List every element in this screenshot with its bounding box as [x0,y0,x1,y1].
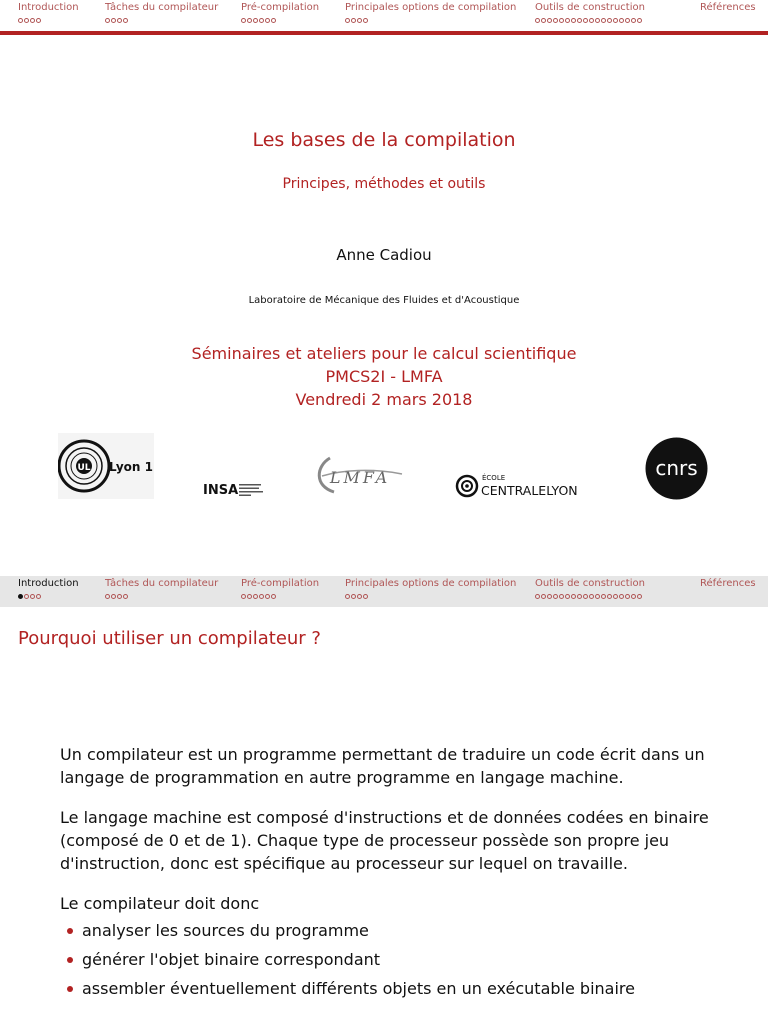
nav-section-label: Outils de construction [535,578,645,589]
slide-dot[interactable] [271,594,276,599]
nav-section-label: Introduction [18,2,79,13]
nav-section-label: Outils de construction [535,2,645,13]
cnrs-logo-text: cnrs [655,456,698,480]
slide-dot[interactable] [601,594,606,599]
slide-dot-current[interactable] [18,594,23,599]
nav-section-dots[interactable] [18,16,79,26]
nav-section-taches[interactable] [105,578,218,602]
slide-dot[interactable] [577,18,582,23]
list-lead: Le compilateur doit donc [60,894,260,913]
slide-dot[interactable] [571,594,576,599]
bullet-list [60,919,720,1000]
institute-name: Laboratoire de Mécanique des Fluides et d'Acoustique [248,295,520,306]
slide-dot[interactable] [253,594,258,599]
slide-dot[interactable] [345,18,350,23]
frame-title: Pourquoi utiliser un compilateur ? [18,628,321,649]
slide-dot[interactable] [265,18,270,23]
slide-dot[interactable] [577,594,582,599]
slide-dot[interactable] [637,594,642,599]
paragraph-machine-language: Le langage machine est composé d'instructions et de données codées en binaire (composé de 0 et de 1). Chaque type de processeur possède son propre jeu d'instruction, donc est spécifique au processeur sur lequel on travaille. [60,808,709,873]
nav-section-dots[interactable] [345,16,516,26]
lmfa-logo-text: LMFA [329,468,391,487]
slide-dot[interactable] [589,18,594,23]
content-slide [0,576,768,1024]
slide-dot[interactable] [553,594,558,599]
slide-dot[interactable] [565,594,570,599]
slide-dot[interactable] [36,18,41,23]
slide-dot[interactable] [613,18,618,23]
slide-dot[interactable] [625,594,630,599]
nav-section-label: Pré-compilation [241,2,320,13]
slide-dot[interactable] [247,594,252,599]
slide-dot[interactable] [631,18,636,23]
nav-section-precompilation[interactable] [241,2,319,26]
event-info [0,342,768,411]
slide-dot[interactable] [535,594,540,599]
navigation-bar [0,576,768,607]
centrale-logo-text: CENTRALELYON [481,483,578,498]
slide-dot[interactable] [253,18,258,23]
navigation-bar [0,0,768,31]
slide-dot[interactable] [259,18,264,23]
event-organizer: PMCS2I - LMFA [325,367,443,386]
slide-dot[interactable] [357,594,362,599]
svg-text:UL: UL [77,463,91,473]
nav-section-dots[interactable] [241,16,319,26]
nav-section-outils[interactable] [535,578,645,602]
event-date: Vendredi 2 mars 2018 [295,390,473,409]
event-series: Séminaires et ateliers pour le calcul scientifique [191,344,577,363]
slide-dot[interactable] [607,594,612,599]
slide-dot[interactable] [105,594,110,599]
nav-section-introduction[interactable] [18,578,79,602]
nav-section-label: Principales options de compilation [345,2,517,13]
nav-section-dots[interactable] [241,592,319,602]
nav-section-label: Introduction [18,578,79,589]
slide-dot[interactable] [541,18,546,23]
slide-dot[interactable] [613,594,618,599]
slide-body [60,743,720,1006]
author-name: Anne Cadiou [336,246,432,264]
slide-dot[interactable] [271,18,276,23]
slide-dot[interactable] [553,18,558,23]
nav-section-references[interactable] [700,578,756,590]
centrale-lyon-logo [455,470,600,500]
nav-section-options[interactable] [345,2,516,26]
nav-section-dots[interactable] [345,592,516,602]
slide-dot[interactable] [637,18,642,23]
slide-dot[interactable] [30,594,35,599]
nav-section-references[interactable] [700,2,756,14]
nav-section-label: Références [700,578,756,589]
slide-dot[interactable] [559,18,564,23]
slide-dot[interactable] [619,18,624,23]
nav-section-label: Tâches du compilateur [105,2,219,13]
slide-dot[interactable] [559,594,564,599]
slide-dot[interactable] [36,594,41,599]
slide-dot[interactable] [619,594,624,599]
nav-section-label: Références [700,2,756,13]
slide-dot[interactable] [547,594,552,599]
slide-dot[interactable] [24,18,29,23]
slide-dot[interactable] [625,18,630,23]
slide-dot[interactable] [631,594,636,599]
nav-section-dots[interactable] [535,16,645,26]
slide-dot[interactable] [363,18,368,23]
presentation-subtitle: Principes, méthodes et outils [282,176,486,192]
slide-dot[interactable] [583,594,588,599]
slide-dot[interactable] [117,18,122,23]
slide-dot[interactable] [595,18,600,23]
nav-section-dots[interactable] [18,592,79,602]
list-item: assembler éventuellement différents objets en un exécutable binaire [82,977,720,1000]
lyon1-logo-text: Lyon 1 [109,460,153,474]
lmfa-logo [312,452,408,496]
slide-dot[interactable] [105,18,110,23]
nav-section-dots[interactable] [105,592,218,602]
nav-section-dots[interactable] [535,592,645,602]
slide-dot[interactable] [241,18,246,23]
centrale-logo-small-text: ÉCOLE [482,474,506,482]
list-item: analyser les sources du programme [82,919,720,942]
slide-dot[interactable] [535,18,540,23]
nav-section-outils[interactable] [535,2,645,26]
slide-dot[interactable] [30,18,35,23]
slide-dot[interactable] [18,18,23,23]
nav-section-label: Pré-compilation [241,578,320,589]
slide-dot[interactable] [241,594,246,599]
paragraph-definition: Un compilateur est un programme permettant de traduire un code écrit dans un langage de programmation en autre programme en langage machine. [60,745,705,787]
insa-logo [203,480,265,498]
slide-dot[interactable] [595,594,600,599]
nav-section-options[interactable] [345,578,516,602]
slide-dot[interactable] [363,594,368,599]
nav-section-taches[interactable] [105,2,218,26]
slide-dot[interactable] [607,18,612,23]
slide-dot[interactable] [351,18,356,23]
slide-dot[interactable] [123,18,128,23]
nav-section-label: Tâches du compilateur [105,578,219,589]
slide-dot[interactable] [589,594,594,599]
slide-dot[interactable] [247,18,252,23]
nav-section-dots[interactable] [105,16,218,26]
slide-dot[interactable] [571,18,576,23]
nav-section-introduction[interactable] [18,2,79,26]
slide-dot[interactable] [345,594,350,599]
slide-dot[interactable] [541,594,546,599]
lyon1-logo [58,433,154,499]
slide-dot[interactable] [111,18,116,23]
slide-dot[interactable] [111,594,116,599]
slide-dot[interactable] [24,594,29,599]
slide-dot[interactable] [565,18,570,23]
slide-dot[interactable] [117,594,122,599]
slide-dot[interactable] [259,594,264,599]
slide-dot[interactable] [601,18,606,23]
insa-logo-text: INSA [203,483,239,498]
nav-divider [0,31,768,35]
slide-dot[interactable] [351,594,356,599]
slide-dot[interactable] [265,594,270,599]
slide-dot[interactable] [357,18,362,23]
nav-section-label: Principales options de compilation [345,578,517,589]
presentation-title: Les bases de la compilation [252,129,516,151]
slide-dot[interactable] [547,18,552,23]
slide-dot[interactable] [123,594,128,599]
list-item: générer l'objet binaire correspondant [82,948,720,971]
slide-dot[interactable] [583,18,588,23]
cnrs-logo [645,437,708,500]
nav-section-precompilation[interactable] [241,578,319,602]
